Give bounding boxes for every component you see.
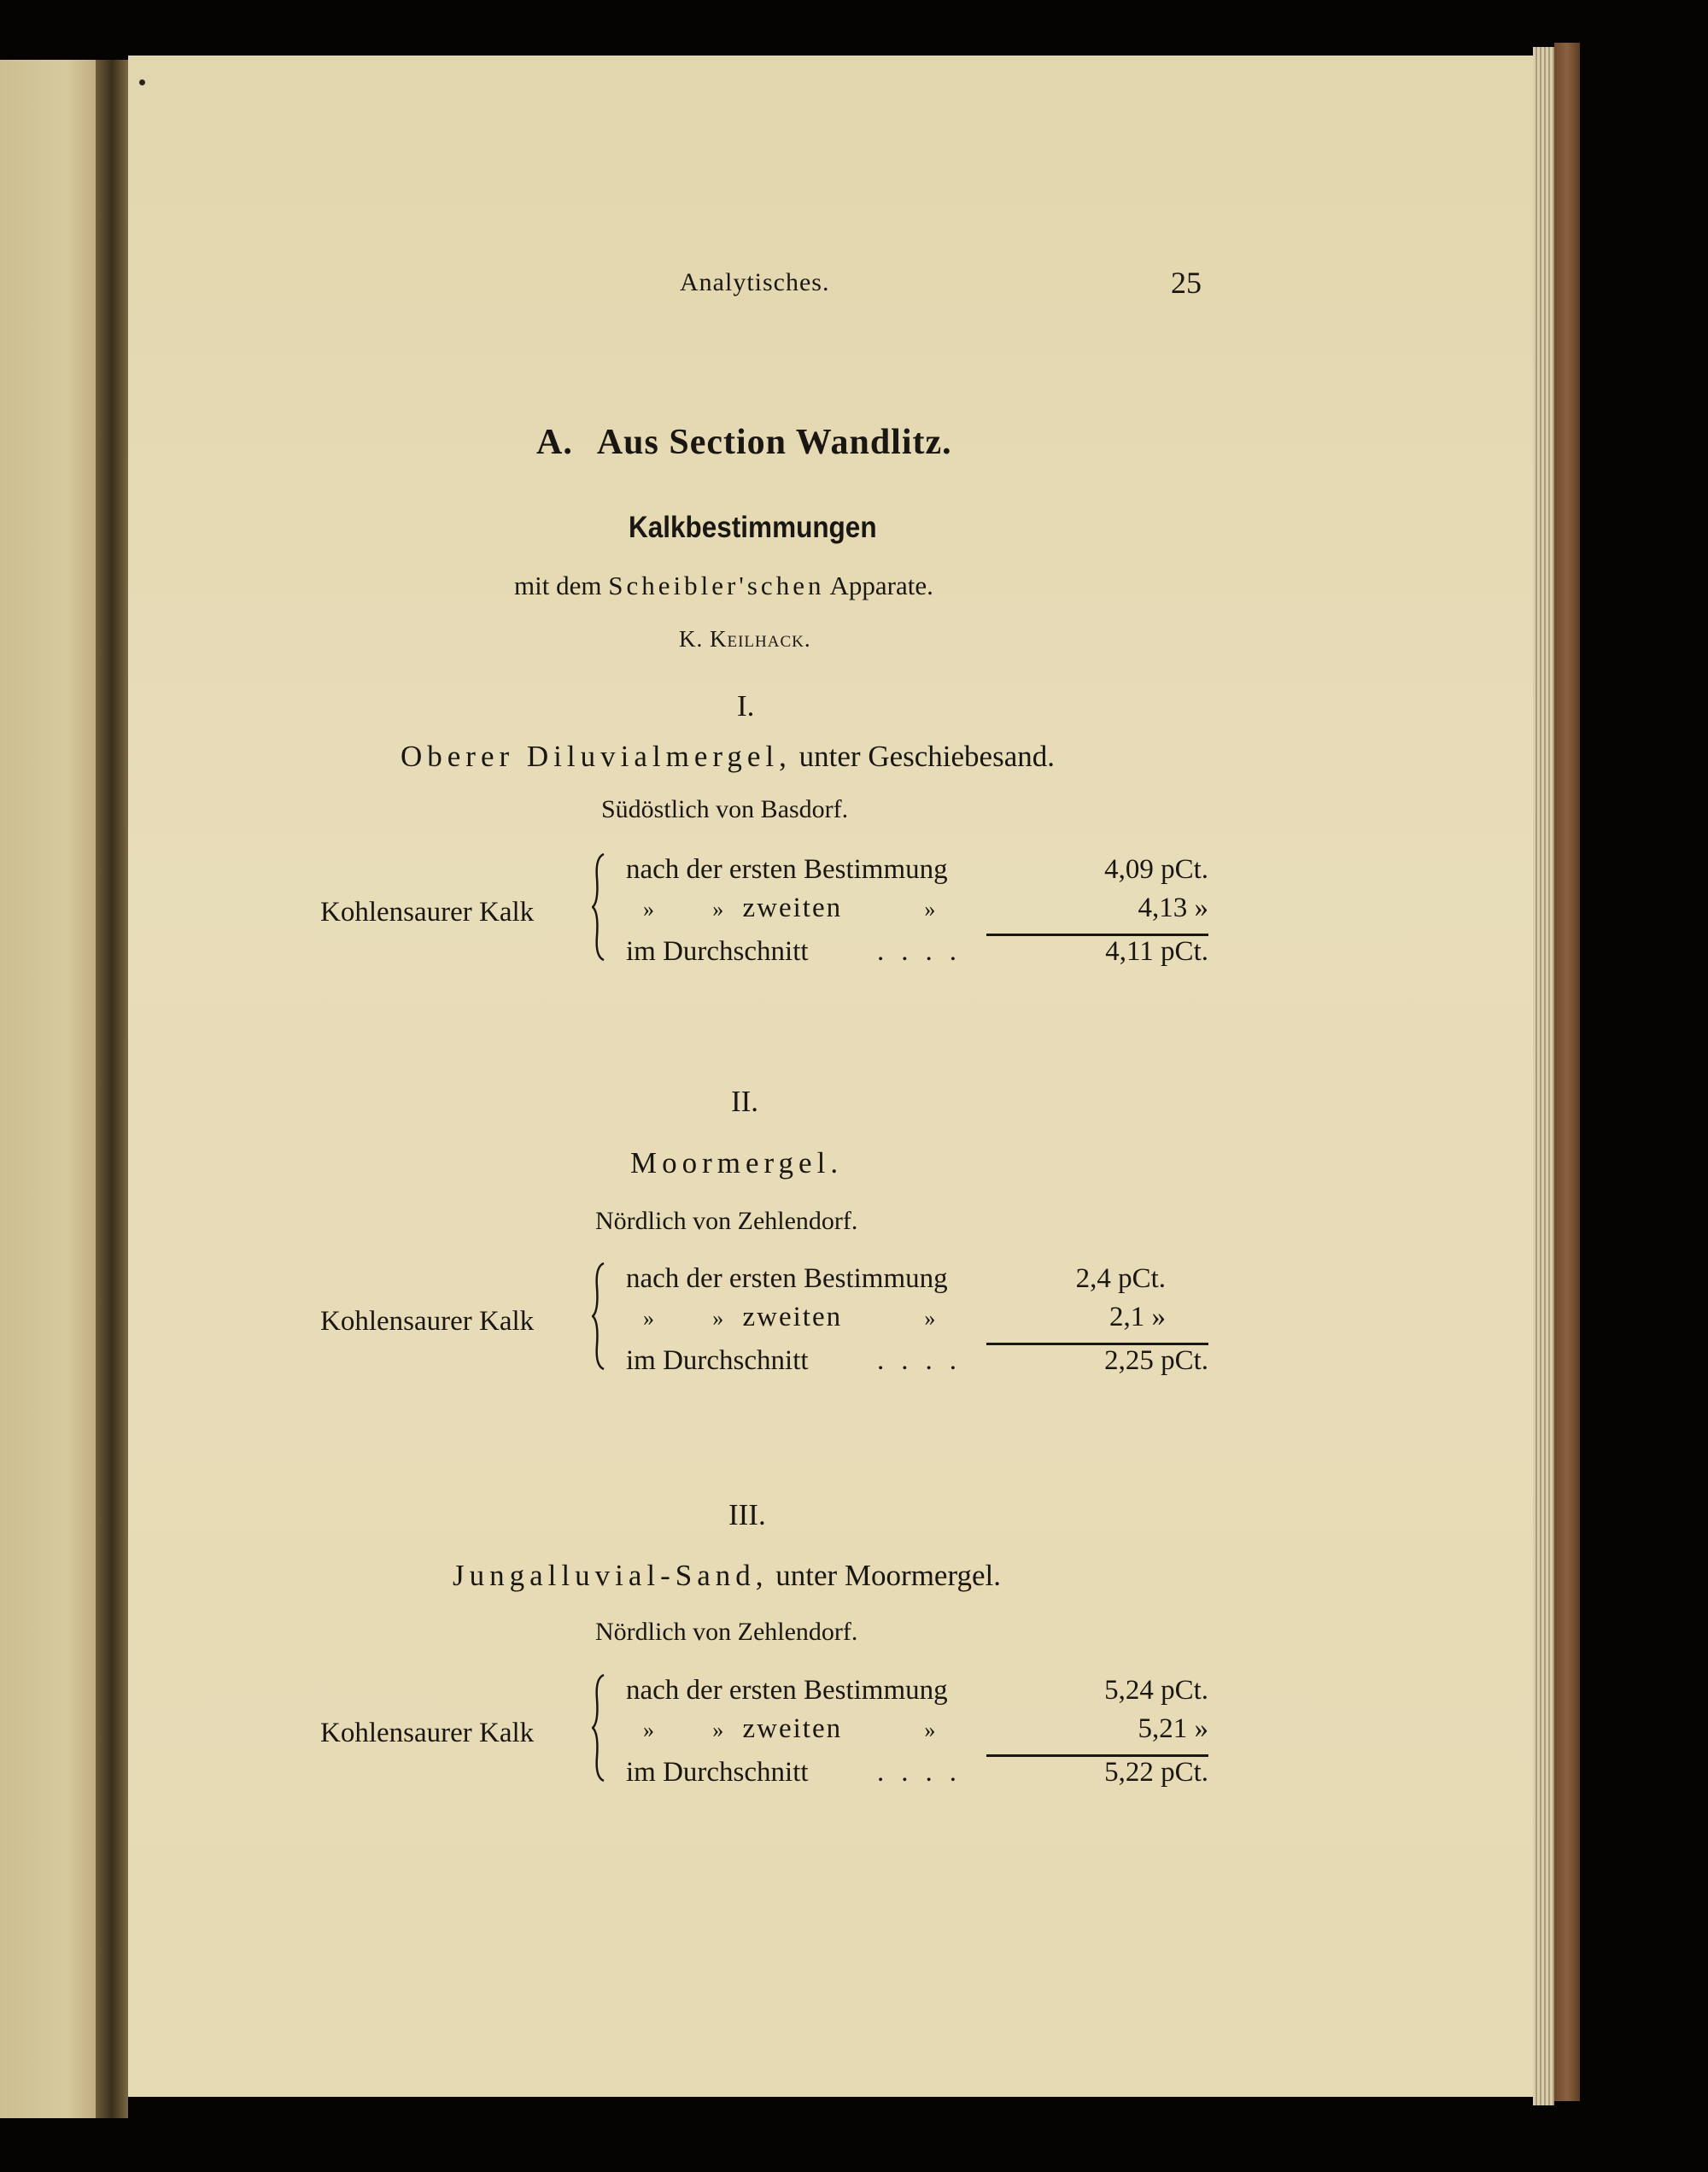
curly-brace-icon bbox=[592, 1673, 605, 1783]
first-value: 2,4 pCt. bbox=[1075, 1263, 1166, 1294]
book-gutter bbox=[96, 60, 128, 2118]
average-value: 5,22 pCt. bbox=[1104, 1757, 1208, 1788]
average-label: im Durchschnitt bbox=[626, 1757, 809, 1788]
left-page-edge bbox=[0, 60, 96, 2118]
sample-title-rest: unter Geschiebesand. bbox=[791, 740, 1055, 773]
second-word: zweiten bbox=[742, 893, 843, 923]
sample-number: I. bbox=[737, 689, 755, 723]
sample-title-rest: unter Moormergel. bbox=[768, 1559, 1001, 1592]
sample-location: Nördlich von Zehlendorf. bbox=[595, 1207, 858, 1235]
average-label: im Durchschnitt bbox=[626, 936, 809, 967]
second-measurement-label bbox=[626, 1713, 935, 1745]
sample-number: II. bbox=[731, 1085, 759, 1118]
calc-block bbox=[320, 1259, 1208, 1387]
average-label: im Durchschnitt bbox=[626, 1345, 809, 1376]
second-measurement-label bbox=[626, 893, 935, 924]
method-line bbox=[514, 571, 933, 601]
sample-location: Südöstlich von Basdorf. bbox=[601, 795, 849, 823]
speck bbox=[139, 79, 145, 85]
leader-dots: .... bbox=[877, 1757, 974, 1788]
ditto-mark: » bbox=[643, 1718, 654, 1742]
method-suffix: Apparate. bbox=[829, 571, 933, 600]
sample-title bbox=[401, 740, 1055, 774]
ditto-mark: » bbox=[712, 1306, 724, 1331]
second-word: zweiten bbox=[742, 1713, 843, 1744]
method-prefix: mit dem bbox=[514, 571, 602, 600]
calc-label: Kohlensaurer Kalk bbox=[320, 1718, 535, 1748]
average-value: 2,25 pCt. bbox=[1104, 1345, 1208, 1376]
curly-brace-icon bbox=[592, 1262, 605, 1371]
author: K. Keilhack. bbox=[679, 626, 811, 652]
sample-title-spaced: Jungalluvial-Sand, bbox=[453, 1559, 769, 1592]
page-stack-edges bbox=[1533, 47, 1554, 2105]
ditto-mark: » bbox=[712, 1718, 724, 1742]
curly-brace-icon bbox=[592, 852, 605, 962]
second-value: 5,21 » bbox=[1138, 1713, 1208, 1744]
calc-label: Kohlensaurer Kalk bbox=[320, 1306, 535, 1337]
first-measurement-label: nach der ersten Bestimmung bbox=[626, 1263, 948, 1294]
sample-location: Nördlich von Zehlendorf. bbox=[595, 1618, 858, 1646]
method-name: Scheibler'schen bbox=[608, 571, 825, 600]
ditto-mark: » bbox=[924, 897, 936, 922]
first-measurement-label: nach der ersten Bestimmung bbox=[626, 1675, 948, 1706]
section-title: Aus Section Wandlitz. bbox=[596, 423, 952, 462]
ditto-mark: » bbox=[643, 1306, 654, 1331]
second-value: 2,1 » bbox=[1109, 1302, 1166, 1332]
ditto-mark: » bbox=[924, 1718, 936, 1742]
leader-dots: .... bbox=[877, 936, 974, 967]
subheading: Kalkbestimmungen bbox=[629, 511, 877, 544]
page-number: 25 bbox=[1171, 266, 1202, 300]
sample-number: III. bbox=[728, 1498, 766, 1531]
first-value: 5,24 pCt. bbox=[1104, 1675, 1208, 1706]
ditto-mark: » bbox=[643, 897, 654, 922]
sample-title bbox=[453, 1559, 1001, 1593]
sample-title-spaced: Oberer Diluvialmergel, bbox=[401, 740, 792, 773]
book-cover-edge bbox=[1554, 43, 1580, 2101]
leader-dots: .... bbox=[877, 1345, 974, 1376]
section-heading bbox=[536, 422, 952, 463]
first-measurement-label: nach der ersten Bestimmung bbox=[626, 854, 948, 885]
ditto-mark: » bbox=[924, 1306, 936, 1331]
average-value: 4,11 pCt. bbox=[1105, 936, 1208, 967]
first-value: 4,09 pCt. bbox=[1104, 854, 1208, 885]
running-head: Analytisches. bbox=[680, 268, 830, 296]
calc-block bbox=[320, 850, 1208, 978]
sample-title bbox=[630, 1146, 843, 1180]
second-value: 4,13 » bbox=[1138, 893, 1208, 923]
second-word: zweiten bbox=[742, 1302, 843, 1332]
calc-block bbox=[320, 1671, 1208, 1799]
ditto-mark: » bbox=[712, 897, 724, 922]
calc-label: Kohlensaurer Kalk bbox=[320, 897, 535, 928]
section-letter: A. bbox=[536, 423, 573, 462]
second-measurement-label bbox=[626, 1302, 935, 1333]
sample-title-spaced: Moormergel. bbox=[630, 1146, 844, 1180]
